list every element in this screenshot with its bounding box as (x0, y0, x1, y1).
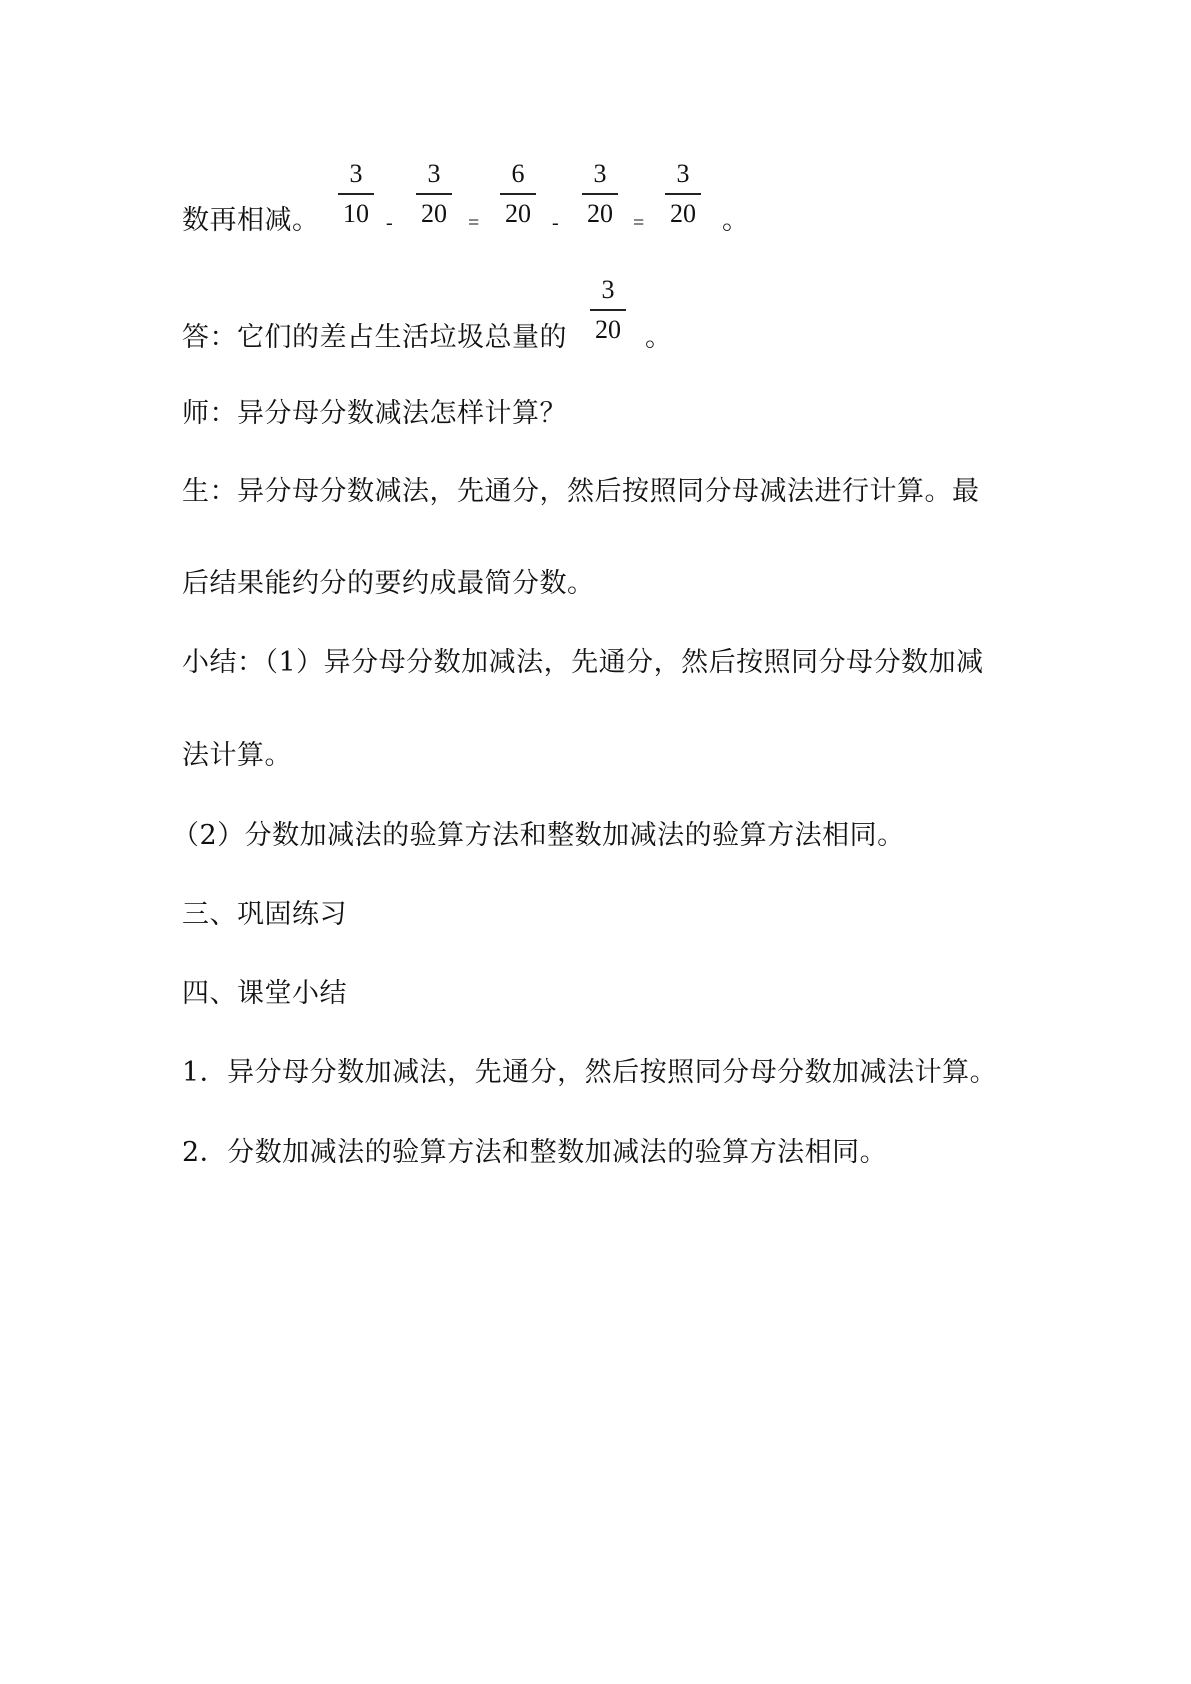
equals-sign: = (633, 212, 645, 234)
answer-text: 答：它们的差占生活垃圾总量的 (182, 322, 567, 353)
conclusion-item-1: 1．异分母分数加减法，先通分，然后按照同分母分数加减法计算。 (182, 1057, 998, 1088)
fraction-1 (334, 155, 378, 233)
numerator: 3 (427, 159, 441, 188)
denominator: 20 (587, 199, 613, 228)
summary-point-2: （2）分数加减法的验算方法和整数加减法的验算方法相同。 (172, 820, 905, 851)
section-heading-4: 四、课堂小结 (182, 978, 347, 1009)
numerator: 6 (511, 159, 525, 188)
minus-sign: - (386, 212, 393, 234)
student-answer-line-1: 生：异分母分数减法，先通分，然后按照同分母减法进行计算。最 (182, 476, 980, 507)
answer-fraction (586, 271, 630, 349)
denominator: 20 (595, 315, 621, 344)
numerator: 3 (601, 275, 615, 304)
summary-line-1: 小结：（1）异分母分数加减法，先通分，然后按照同分母分数加减 (182, 647, 984, 678)
conclusion-item-2: 2．分数加减法的验算方法和整数加减法的验算方法相同。 (182, 1137, 888, 1168)
answer-period: 。 (645, 322, 672, 353)
equals-sign: = (468, 212, 480, 234)
minus-sign: - (552, 212, 559, 234)
section-heading-3: 三、巩固练习 (182, 899, 347, 930)
equation-lead: 数再相减。 (182, 205, 320, 236)
fraction-4 (578, 155, 622, 233)
denominator: 20 (505, 199, 531, 228)
denominator: 20 (670, 199, 696, 228)
summary-line-2: 法计算。 (182, 740, 292, 771)
numerator: 3 (593, 159, 607, 188)
equation-period: 。 (722, 205, 749, 236)
fraction-2 (412, 155, 456, 233)
numerator: 3 (349, 159, 363, 188)
denominator: 10 (343, 199, 369, 228)
fraction-5 (661, 155, 705, 233)
denominator: 20 (421, 199, 447, 228)
fraction-3 (496, 155, 540, 233)
student-answer-line-2: 后结果能约分的要约成最简分数。 (182, 568, 595, 599)
teacher-question: 师：异分母分数减法怎样计算？ (182, 398, 567, 429)
numerator: 3 (676, 159, 690, 188)
